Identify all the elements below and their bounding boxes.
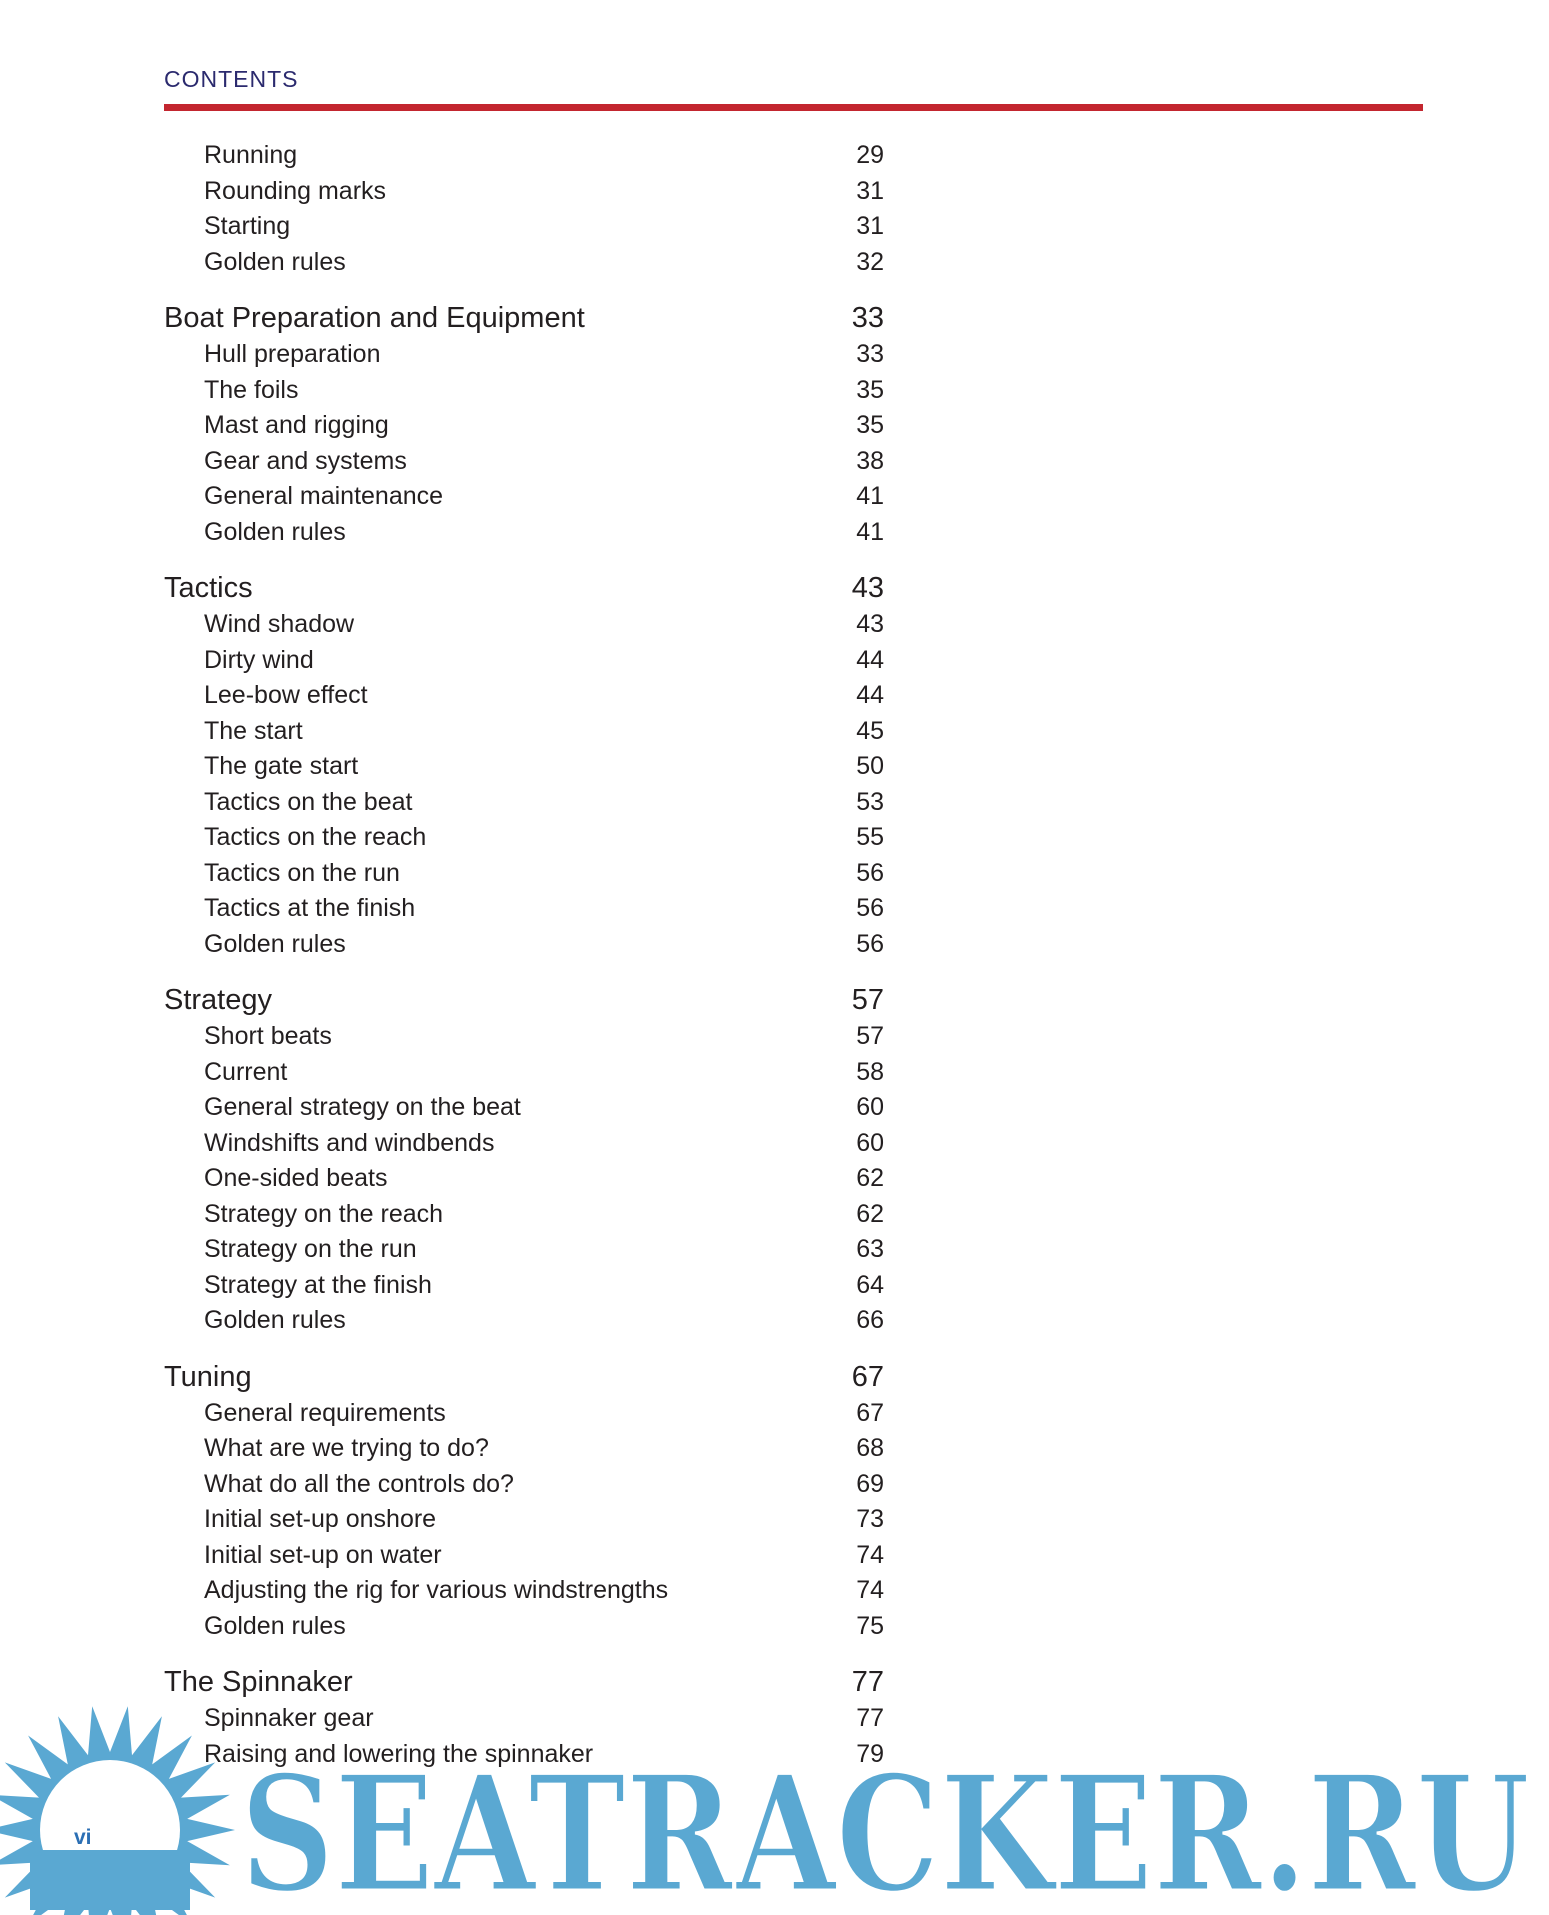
entry-title: Adjusting the rig for various windstrengths	[204, 1576, 669, 1604]
entry-title: General maintenance	[204, 482, 444, 510]
entry-page-number: 74	[856, 1576, 884, 1604]
entry-title: Wind shadow	[204, 610, 355, 638]
entry-title: Golden rules	[204, 929, 346, 958]
entry-title: Short beats	[204, 1022, 332, 1050]
entry-title: Tactics on the reach	[204, 823, 427, 851]
entry-title: Rounding marks	[204, 176, 387, 205]
toc-entry[interactable]	[164, 444, 884, 480]
chapter-heading[interactable]	[164, 570, 884, 607]
entry-page-number: 53	[856, 787, 884, 816]
toc-entry[interactable]	[164, 1090, 884, 1126]
entry-page-number: 67	[856, 1398, 884, 1427]
toc-entry[interactable]	[164, 1232, 884, 1268]
toc-entry[interactable]	[164, 245, 884, 281]
entry-page-number: 79	[856, 1739, 884, 1768]
entry-title: Mast and rigging	[204, 411, 389, 439]
toc-entry[interactable]	[164, 1197, 884, 1233]
entry-title: The foils	[204, 375, 299, 404]
toc-entry[interactable]	[164, 1055, 884, 1091]
entry-page-number: 38	[856, 446, 884, 475]
watermark-text: SEATRACKER.RU	[240, 1740, 1530, 1915]
entry-title: The start	[204, 716, 303, 745]
entry-page-number: 73	[856, 1505, 884, 1533]
chapter-heading[interactable]	[164, 300, 884, 337]
entry-title: Golden rules	[204, 1611, 346, 1640]
toc-entry[interactable]	[164, 209, 884, 245]
toc-entry[interactable]	[164, 1126, 884, 1162]
toc-entry[interactable]	[164, 1303, 884, 1339]
toc-entry[interactable]	[164, 820, 884, 856]
entry-page-number: 44	[856, 681, 884, 709]
chapter-page-number: 57	[851, 984, 884, 1016]
table-of-contents	[164, 138, 884, 1792]
toc-entry[interactable]	[164, 1609, 884, 1645]
entry-title: What are we trying to do?	[204, 1434, 489, 1462]
entry-title: Running	[204, 141, 298, 169]
toc-entry[interactable]	[164, 1502, 884, 1538]
entry-page-number: 29	[856, 141, 884, 169]
toc-entry[interactable]	[164, 337, 884, 373]
entry-page-number: 55	[856, 823, 884, 851]
entry-page-number: 56	[856, 929, 884, 958]
chapter-title: Boat Preparation and Equipment	[164, 302, 585, 334]
chapter-title: Strategy	[164, 984, 272, 1016]
toc-chapter	[164, 1359, 884, 1645]
entry-page-number: 35	[856, 375, 884, 404]
toc-entry[interactable]	[164, 643, 884, 679]
toc-entry[interactable]	[164, 1161, 884, 1197]
entry-page-number: 77	[856, 1704, 884, 1732]
entry-title: Hull preparation	[204, 340, 381, 368]
entry-title: Tactics on the run	[204, 858, 400, 887]
entry-page-number: 41	[856, 482, 884, 510]
entry-title: Lee-bow effect	[204, 681, 368, 709]
entry-page-number: 62	[856, 1164, 884, 1192]
running-header: CONTENTS	[164, 66, 299, 92]
entry-page-number: 66	[856, 1306, 884, 1334]
entry-page-number: 56	[856, 858, 884, 887]
entry-title: General strategy on the beat	[204, 1093, 521, 1121]
chapter-page-number: 43	[851, 572, 884, 604]
toc-entry[interactable]	[164, 1573, 884, 1609]
toc-entry[interactable]	[164, 1268, 884, 1304]
entry-page-number: 60	[856, 1093, 884, 1121]
toc-entry[interactable]	[164, 714, 884, 750]
entry-page-number: 41	[856, 517, 884, 546]
entry-title: Tactics on the beat	[204, 787, 413, 816]
entry-page-number: 31	[856, 176, 884, 205]
entry-title: Strategy at the finish	[204, 1270, 432, 1299]
entry-page-number: 64	[856, 1270, 884, 1299]
entry-title: Tactics at the finish	[204, 894, 416, 922]
entry-title: Golden rules	[204, 247, 346, 276]
entry-page-number: 44	[856, 645, 884, 674]
toc-entry[interactable]	[164, 749, 884, 785]
entry-page-number: 63	[856, 1235, 884, 1263]
chapter-title: Tactics	[164, 572, 253, 604]
entry-page-number: 74	[856, 1540, 884, 1569]
chapter-title: Tuning	[164, 1360, 252, 1393]
header-rule	[164, 104, 1423, 111]
sun-icon	[0, 1706, 235, 1915]
toc-entry[interactable]	[164, 856, 884, 892]
page-number: vi	[74, 1826, 92, 1849]
toc-entry[interactable]	[164, 174, 884, 210]
entry-page-number: 45	[856, 716, 884, 745]
entry-page-number: 62	[856, 1199, 884, 1228]
entry-page-number: 31	[856, 212, 884, 240]
entry-title: Initial set-up on water	[204, 1540, 442, 1569]
entry-page-number: 33	[856, 340, 884, 368]
entry-title: Dirty wind	[204, 645, 314, 674]
toc-entry[interactable]	[164, 891, 884, 927]
entry-page-number: 32	[856, 247, 884, 276]
entry-page-number: 50	[856, 752, 884, 780]
entry-title: Current	[204, 1057, 288, 1086]
entry-page-number: 60	[856, 1128, 884, 1157]
entry-title: Spinnaker gear	[204, 1704, 374, 1732]
entry-page-number: 57	[856, 1022, 884, 1050]
toc-entry[interactable]	[164, 1019, 884, 1055]
toc-entry[interactable]	[164, 1396, 884, 1432]
entry-title: One-sided beats	[204, 1164, 388, 1192]
chapter-heading[interactable]	[164, 1359, 884, 1396]
entry-title: General requirements	[204, 1398, 446, 1427]
entry-page-number: 68	[856, 1434, 884, 1462]
toc-entry[interactable]	[164, 515, 884, 551]
toc-entry[interactable]	[164, 678, 884, 714]
entry-page-number: 58	[856, 1057, 884, 1086]
entry-title: Gear and systems	[204, 446, 407, 475]
toc-entry[interactable]	[164, 373, 884, 409]
entry-page-number: 43	[856, 610, 884, 638]
entry-page-number: 75	[856, 1611, 884, 1640]
toc-chapter	[164, 570, 884, 962]
toc-entry[interactable]	[164, 1467, 884, 1503]
entry-title: Strategy on the reach	[204, 1199, 444, 1228]
entry-page-number: 69	[856, 1469, 884, 1498]
chapter-heading[interactable]	[164, 982, 884, 1019]
entry-title: What do all the controls do?	[204, 1469, 514, 1498]
chapter-title: The Spinnaker	[164, 1666, 353, 1698]
entry-title: Strategy on the run	[204, 1235, 417, 1263]
toc-entry[interactable]	[164, 1538, 884, 1574]
toc-entry[interactable]	[164, 1431, 884, 1467]
toc-chapter	[164, 300, 884, 550]
entry-title: Golden rules	[204, 1306, 346, 1334]
chapter-page-number: 77	[851, 1666, 884, 1698]
entry-title: The gate start	[204, 752, 359, 780]
chapter-page-number: 33	[851, 302, 884, 334]
toc-entry[interactable]	[164, 607, 884, 643]
toc-entry[interactable]	[164, 138, 884, 174]
entry-title: Windshifts and windbends	[204, 1128, 495, 1157]
entry-title: Golden rules	[204, 517, 346, 546]
toc-entry[interactable]	[164, 785, 884, 821]
watermark	[0, 1680, 1549, 1915]
entry-title: Raising and lowering the spinnaker	[204, 1739, 594, 1768]
toc-entry[interactable]	[164, 927, 884, 963]
toc-entry[interactable]	[164, 408, 884, 444]
entry-page-number: 35	[856, 411, 884, 439]
toc-chapter	[164, 138, 884, 280]
entry-title: Starting	[204, 212, 291, 240]
entry-title: Initial set-up onshore	[204, 1505, 437, 1533]
toc-entry[interactable]	[164, 479, 884, 515]
toc-chapter	[164, 982, 884, 1339]
chapter-page-number: 67	[851, 1360, 884, 1393]
entry-page-number: 56	[856, 894, 884, 922]
